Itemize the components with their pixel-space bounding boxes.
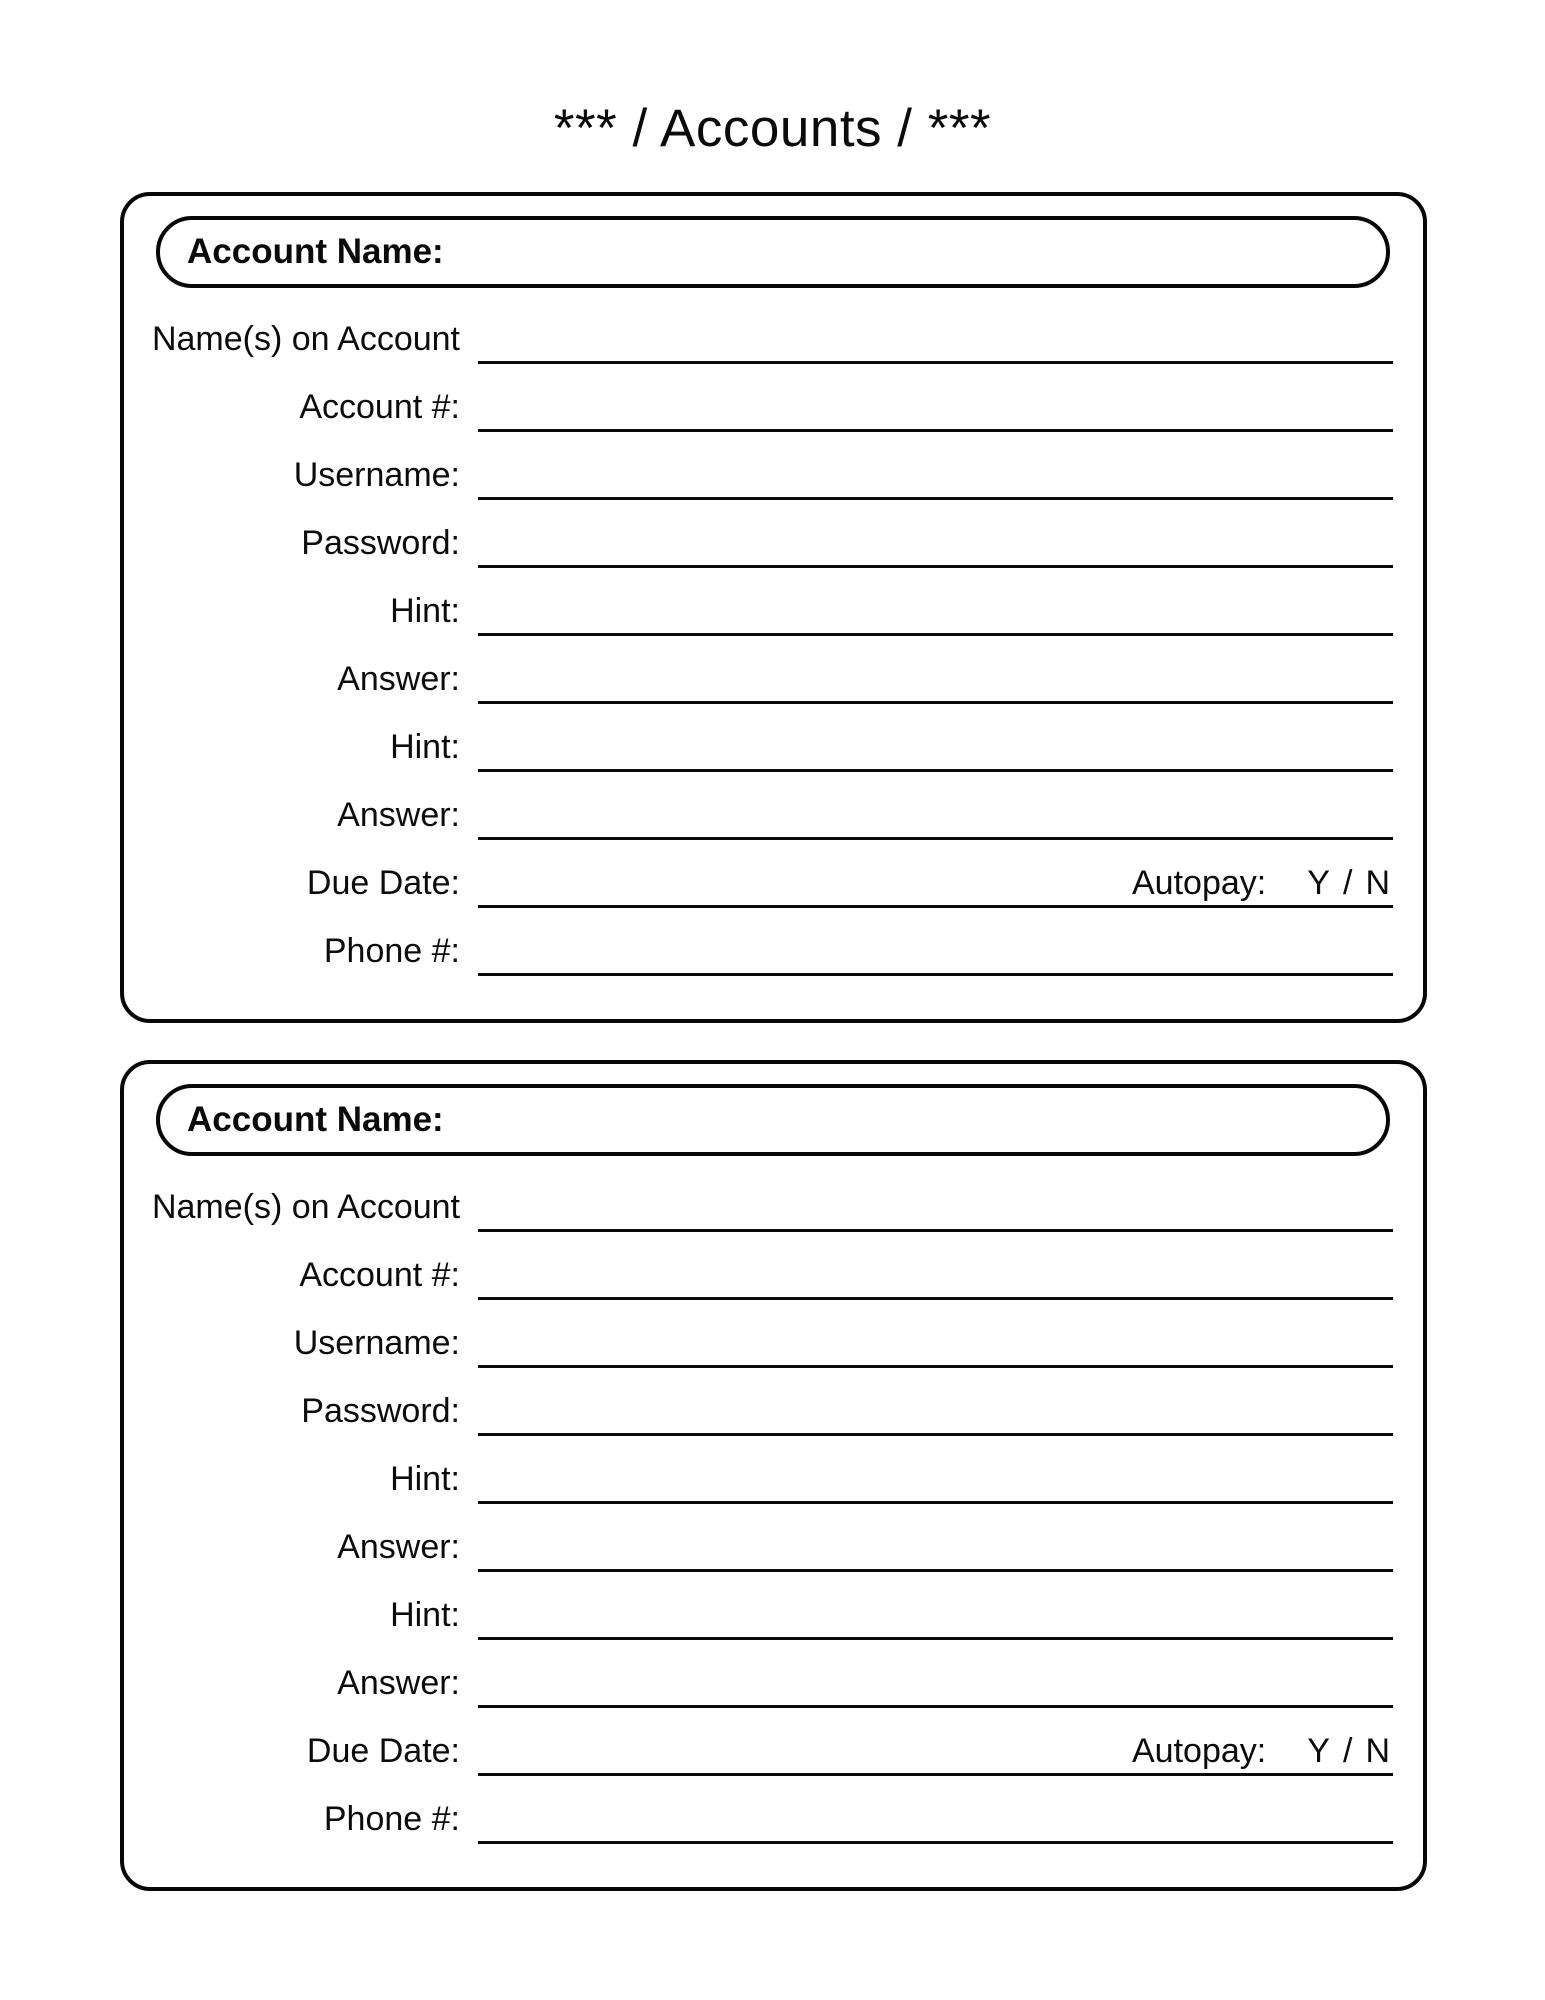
- field-input-line[interactable]: [478, 633, 1393, 636]
- autopay-group: [1132, 863, 1390, 903]
- autopay-choices: [1307, 863, 1390, 903]
- field-input-line[interactable]: [478, 1501, 1393, 1504]
- field-label: Password:: [301, 524, 460, 562]
- field-label: Account #:: [299, 388, 460, 426]
- autopay-option-y[interactable]: Y: [1307, 864, 1330, 902]
- field-label: Answer:: [337, 660, 460, 698]
- field-input-line[interactable]: [478, 1841, 1393, 1844]
- account-name-label: Account Name:: [187, 1100, 444, 1139]
- field-label: Hint:: [390, 728, 460, 766]
- account-card: [120, 1060, 1427, 1891]
- field-label: Answer:: [337, 796, 460, 834]
- account-name-header: [156, 1084, 1390, 1156]
- field-label: Phone #:: [323, 1800, 460, 1838]
- field-input-line[interactable]: [478, 1637, 1393, 1640]
- field-label: Name(s) on Account: [151, 320, 460, 358]
- account-name-header: [156, 216, 1390, 288]
- field-label: Answer:: [337, 1528, 460, 1566]
- field-input-line[interactable]: [478, 1705, 1393, 1708]
- autopay-choices: [1307, 1731, 1390, 1771]
- autopay-option-n[interactable]: N: [1365, 864, 1390, 902]
- field-input-line[interactable]: [478, 565, 1393, 568]
- field-input-line[interactable]: [478, 837, 1393, 840]
- field-label: Due Date:: [306, 864, 460, 902]
- autopay-slash: /: [1342, 864, 1353, 902]
- field-label: Hint:: [390, 592, 460, 630]
- account-name-input-area[interactable]: [444, 1088, 1356, 1152]
- field-label: Hint:: [390, 1460, 460, 1498]
- field-input-line[interactable]: [478, 1229, 1393, 1232]
- field-label: Username:: [293, 1324, 460, 1362]
- field-label: Account #:: [299, 1256, 460, 1294]
- field-label: Answer:: [337, 1664, 460, 1702]
- field-input-line[interactable]: [478, 1773, 1393, 1776]
- autopay-group: [1132, 1731, 1390, 1771]
- field-label: Phone #:: [323, 932, 460, 970]
- autopay-option-y[interactable]: Y: [1307, 1732, 1330, 1770]
- field-input-line[interactable]: [478, 1365, 1393, 1368]
- field-input-line[interactable]: [478, 429, 1393, 432]
- field-label: Hint:: [390, 1596, 460, 1634]
- field-label: Name(s) on Account: [151, 1188, 460, 1226]
- field-input-line[interactable]: [478, 1433, 1393, 1436]
- autopay-slash: /: [1342, 1732, 1353, 1770]
- autopay-option-n[interactable]: N: [1365, 1732, 1390, 1770]
- field-input-line[interactable]: [478, 905, 1393, 908]
- field-label: Username:: [293, 456, 460, 494]
- field-input-line[interactable]: [478, 973, 1393, 976]
- account-name-label: Account Name:: [187, 232, 444, 271]
- field-input-line[interactable]: [478, 1297, 1393, 1300]
- field-input-line[interactable]: [478, 701, 1393, 704]
- page-title: *** / Accounts / ***: [553, 99, 992, 158]
- field-input-line[interactable]: [478, 769, 1393, 772]
- autopay-label: Autopay:: [1132, 1732, 1267, 1770]
- field-label: Due Date:: [306, 1732, 460, 1770]
- account-card: [120, 192, 1427, 1023]
- autopay-label: Autopay:: [1132, 864, 1267, 902]
- field-input-line[interactable]: [478, 361, 1393, 364]
- field-input-line[interactable]: [478, 497, 1393, 500]
- field-label: Password:: [301, 1392, 460, 1430]
- field-input-line[interactable]: [478, 1569, 1393, 1572]
- account-name-input-area[interactable]: [444, 220, 1356, 284]
